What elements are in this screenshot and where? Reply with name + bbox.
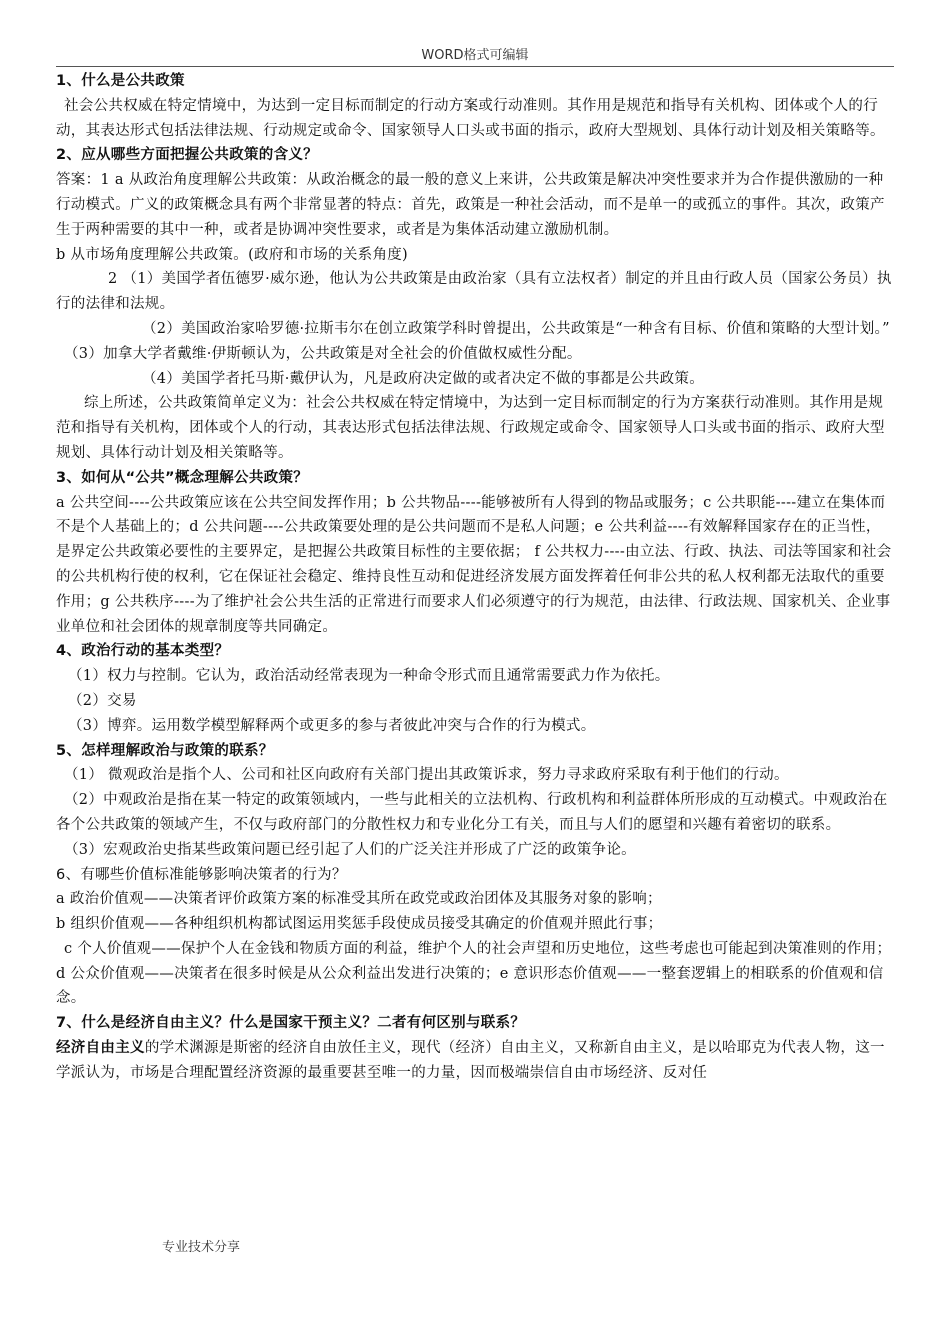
q7-title: 7、什么是经济自由主义？什么是国家干预主义？二者有何区别与联系？ [56,1015,526,1032]
q2-paragraph-2: b 从市场角度理解公共政策。(政府和市场的关系角度) [56,246,409,263]
q2-paragraph-6: （4）美国学者托马斯·戴伊认为，凡是政府决定做的或者决定不做的事都是公共政策。 [142,370,705,387]
q7-paragraph-1 [56,1036,894,1086]
q4-paragraph-1: （1）权力与控制。它认为，政治活动经常表现为一种命令形式而且通常需要武力作为依托。 [68,668,670,685]
q7-paragraph-text: 的学术渊源是斯密的经济自由放任主义，现代（经济）自由主义，又称新自由主义，是以哈耶克为代表人物，这一学派认为，市场是合理配置经济资源的最重要甚至唯一的力量，因而极端崇信自由市场经济、反对任 [56,1040,885,1081]
q4-paragraph-2: （2）交易 [68,692,137,709]
header-divider [56,66,894,67]
q2-paragraph-4: （2）美国政治家哈罗德·拉斯韦尔在创立政策学科时曾提出，公共政策是“一种含有目标、价值和策略的大型计划。” [142,320,890,337]
q2-paragraph-7: 综上所述，公共政策简单定义为：社会公共权威在特定情境中，为达到一定目标而制定的行为方案获行动准则。其作用是规范和指导有关机构，团体或个人的行动，其表达形式包括法律法规、行政规定或命令、国家领导人口头或书面的指示、政府大型规划、具体行动计划及相关策略等。 [56,395,885,461]
q3-title: 3、如何从“公共”概念理解公共政策？ [56,469,309,486]
q1-paragraph-1: 社会公共权威在特定情境中，为达到一定目标而制定的行动方案或行动准则。其作用是规范和指导有关机构、团体或个人的行动，其表达形式包括法律法规、行动规定或命令、国家领导人口头或书面的指示，政府大型规划、具体行动计划及相关策略等。 [56,97,885,139]
q2-paragraph-1: 答案：1 a 从政治角度理解公共政策：从政治概念的最一般的意义上来讲，公共政策是解决冲突性要求并为合作提供激励的一种行动模式。广义的政策概念具有两个非常显著的特点：首先，政策是一种社会活动，而不是单一的或孤立的事件。其次，政策产生于两种需要的其中一种，或者是协调冲突性要求，或者是为集体活动建立激励机制。 [56,172,885,238]
q6-paragraph-4: d 公众价值观——决策者在很多时候是从公众利益出发进行决策的；e 意识形态价值观——一整套逻辑上的相联系的价值观和信念。 [56,965,884,1007]
q5-paragraph-3: （3）宏观政治史指某些政策问题已经引起了人们的广泛关注并形成了广泛的政策争论。 [64,841,636,858]
q5-paragraph-2: （2）中观政治是指在某一特定的政策领域内，一些与此相关的立法机构、行政机构和利益群体所形成的互动模式。中观政治在各个公共政策的领域产生，不仅与政府部门的分散性权力和专业化分工有关，而且与人们的愿望和兴趣有着密切的联系。 [56,792,888,833]
q6-title: 6、有哪些价值标准能够影响决策者的行为？ [56,866,347,883]
q6-paragraph-2: b 组织价值观——各种组织机构都试图运用奖惩手段使成员接受其确定的价值观并照此行事； [56,916,663,933]
q5-paragraph-1: （1） 微观政治是指个人、公司和社区向政府有关部门提出其政策诉求，努力寻求政府采取有利于他们的行动。 [64,767,789,784]
q4-paragraph-3: （3）博弈。运用数学模型解释两个或更多的参与者彼此冲突与合作的行为模式。 [68,717,596,734]
document-body [56,69,894,1086]
q5-title: 5、怎样理解政治与政策的联系？ [56,742,274,759]
q4-title: 4、政治行动的基本类型？ [56,643,230,660]
q2-paragraph-3: 2 （1）美国学者伍德罗·威尔逊，他认为公共政策是由政治家（具有立法权者）制定的并且由行政人员（国家公务员）执行的法律和法规。 [56,271,892,313]
q3-paragraph-1: a 公共空间----公共政策应该在公共空间发挥作用；b 公共物品----能够被所有人得到的物品或服务；c 公共职能----建立在集体而不是个人基础上的；d 公共问题----公共政策要处理的是公共问题而不是私人问题；e 公共利益----有效解释国家存在的正当性，是界定公共政策必要性的主要界定，是把握公共政策目标性的主要依据； f 公共权力----由立法、行政、执法、司法等国家和社会的公共机构行使的权利，它在保证社会稳定、维持良性互动和促进经济发展方面发挥着任何非公共的私人权利都无法取代的重要作用；g 公共秩序----为了维护社会公共生活的正常进行而要求人们必须遵守的行为规范，由法律、行政法规、国家机关、企业事业单位和社会团体的规章制度等共同确定。 [56,494,892,635]
q1-title: 1、什么是公共政策 [56,73,185,89]
q6-paragraph-1: a 政治价值观——决策者评价政策方案的标准受其所在政党或政治团体及其服务对象的影响； [56,891,662,908]
q2-title: 2、应从哪些方面把握公共政策的含义？ [56,147,318,164]
q6-paragraph-3: c 个人价值观——保护个人在金钱和物质方面的利益，维护个人的社会声望和历史地位，这些考虑也可能起到决策准则的作用； [64,940,892,957]
page-footer: 专业技术分享 [162,1240,241,1255]
q7-lead-term: 经济自由主义 [56,1040,145,1057]
q2-paragraph-5: （3）加拿大学者戴维·伊斯顿认为，公共政策是对全社会的价值做权威性分配。 [64,345,582,362]
page-header: WORD格式可编辑 [421,48,529,63]
